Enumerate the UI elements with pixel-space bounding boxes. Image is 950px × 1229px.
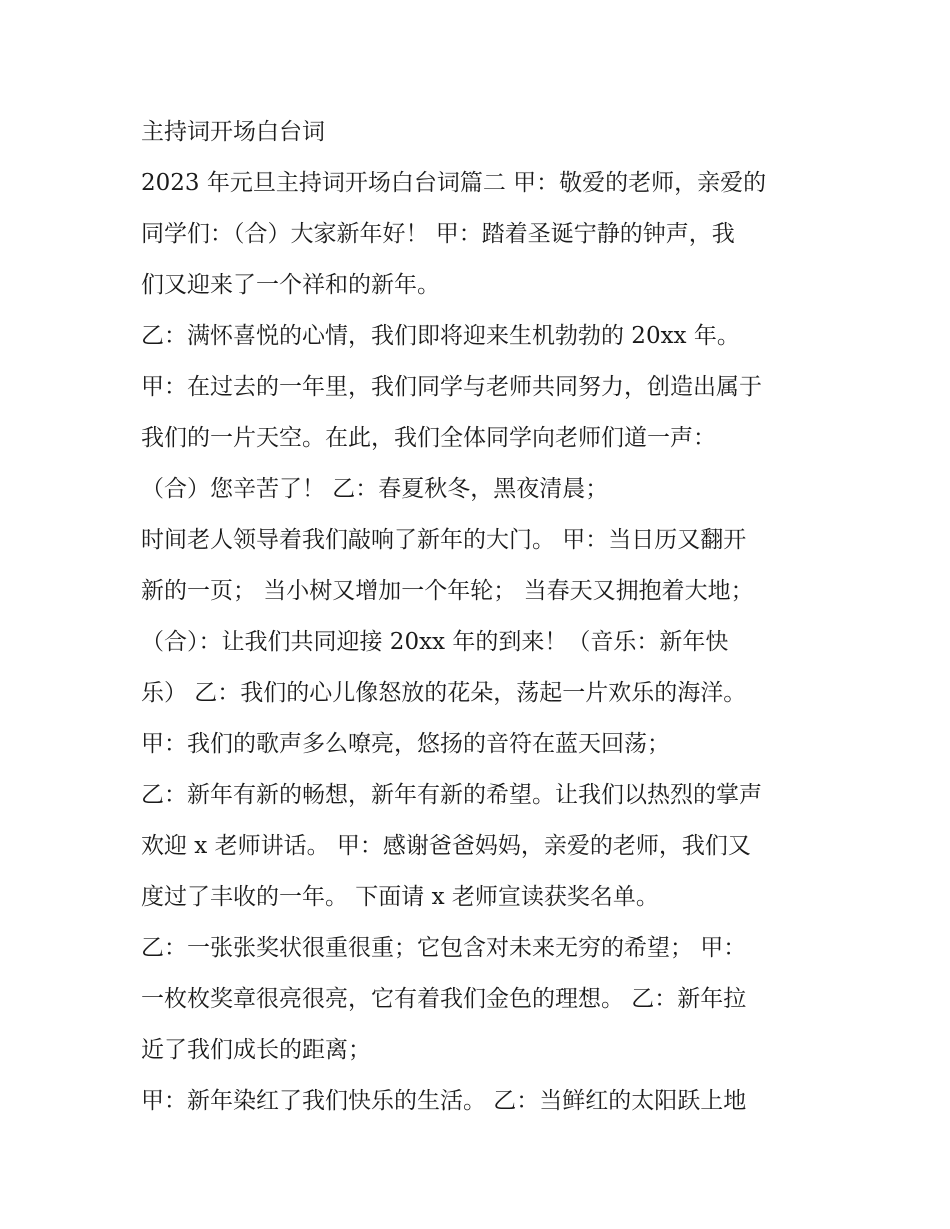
text-line: 我们的一片天空。在此，我们全体同学向老师们道一声： [141, 425, 716, 451]
text-line: （合）：让我们共同迎接 20xx 年的到来！（音乐：新年快 [141, 629, 729, 655]
text-line: 同学们：（合）大家新年好！ 甲：踏着圣诞宁静的钟声，我 [141, 221, 735, 247]
document-body [141, 107, 841, 1127]
text-line: 甲：在过去的一年里，我们同学与老师共同努力，创造出属于 [141, 374, 762, 400]
text-line: 乙：一张张奖状很重很重；它包含对未来无穷的希望； 甲： [141, 935, 747, 961]
text-line: 乐） 乙：我们的心儿像怒放的花朵，荡起一片欢乐的海洋。 [141, 680, 747, 706]
document-title: 主持词开场白台词 [141, 119, 325, 145]
text-line: 新的一页； 当小树又增加一个年轮； 当春天又拥抱着大地； [141, 578, 754, 604]
text-line: 近了我们成长的距离； [141, 1037, 371, 1063]
text-line: 乙：新年有新的畅想，新年有新的希望。让我们以热烈的掌声 [141, 782, 762, 808]
text-line: 甲：我们的歌声多么嘹亮，悠扬的音符在蓝天回荡； [141, 731, 670, 757]
text-line: 甲：新年染红了我们快乐的生活。 乙：当鲜红的太阳跃上地 [141, 1088, 747, 1114]
text-line: 们又迎来了一个祥和的新年。 [141, 272, 440, 298]
text-line: 2023 年元旦主持词开场白台词篇二 甲：敬爱的老师，亲爱的 [141, 170, 767, 196]
text-line: 乙：满怀喜悦的心情，我们即将迎来生机勃勃的 20xx 年。 [141, 323, 740, 349]
text-line: 时间老人领导着我们敲响了新年的大门。 甲：当日历又翻开 [141, 527, 747, 553]
text-line: 欢迎 x 老师讲话。 甲：感谢爸爸妈妈，亲爱的老师，我们又 [141, 833, 751, 859]
text-line: （合）您辛苦了！ 乙：春夏秋冬，黑夜清晨； [141, 476, 609, 502]
text-line: 度过了丰收的一年。 下面请 x 老师宣读获奖名单。 [141, 884, 659, 910]
text-line: 一枚枚奖章很亮很亮，它有着我们金色的理想。 乙：新年拉 [141, 986, 747, 1012]
